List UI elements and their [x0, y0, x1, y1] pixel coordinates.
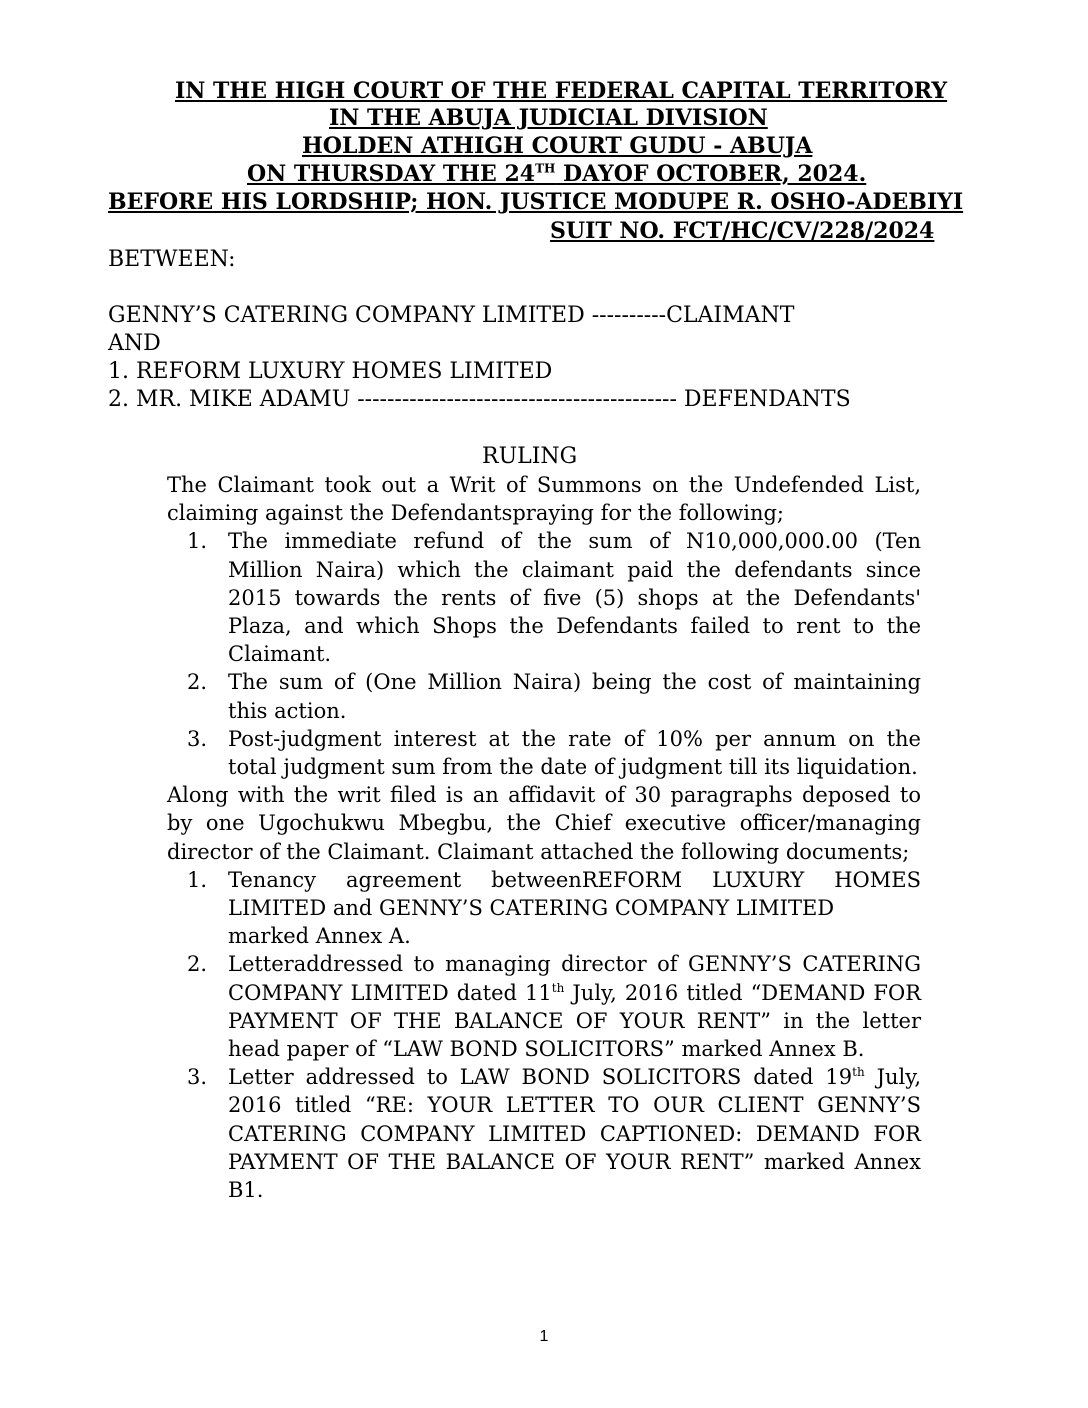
list-number: 2. — [187, 952, 208, 977]
claimant-line: GENNY’S CATERING COMPANY LIMITED ----------CLAIMANT — [108, 303, 795, 328]
list-item — [167, 725, 921, 781]
list-text: Letteraddressed to managing director of GENNY’S CATERING COMPANY LIMITED dated 11 — [228, 952, 921, 1005]
and-label: AND — [108, 331, 161, 356]
between-label: BETWEEN: — [108, 247, 236, 272]
list-text: The sum of (One Million Naira) being the cost of maintaining this action. — [228, 670, 921, 723]
list-text-cont: marked Annex A. — [228, 924, 411, 949]
list-text: Post-judgment interest at the rate of 10% per annum on the total judgment sum from the date of judgment till its liquidation. — [228, 726, 921, 780]
suit-number: SUIT NO. FCT/HC/CV/228/2024 — [550, 218, 935, 244]
list-item — [167, 527, 921, 668]
list-text-cont: July, 2016 titled “RE: YOUR LETTER TO OUR CLIENT GENNY’S CATERING COMPANY LIMITED CAPTIONED: DEMAND FOR PAYMENT OF THE BALANCE OF YOUR RENT” marked Annex B1. — [228, 1065, 921, 1203]
list-number: 3. — [187, 726, 208, 751]
defendant-1: 1. REFORM LUXURY HOMES LIMITED — [108, 359, 553, 384]
intro-paragraph: The Claimant took out a Writ of Summons on the Undefended List, claiming against the Defendantspraying for the following; — [167, 473, 921, 526]
list-text: Tenancy agreement betweenREFORM LUXURY HOMES LIMITED and GENNY’S CATERING COMPANY LIMITED — [228, 867, 921, 921]
list-item — [167, 866, 921, 951]
page-number: 1 — [539, 1328, 549, 1345]
court-title: IN THE HIGH COURT OF THE FEDERAL CAPITAL TERRITORY — [175, 78, 948, 104]
ruling-body — [167, 471, 921, 1204]
defendant-2: 2. MR. MIKE ADAMU ------------------------------------------- DEFENDANTS — [108, 387, 851, 412]
claims-list — [167, 527, 921, 781]
list-text-cont: July, 2016 titled “DEMAND FOR PAYMENT OF THE BALANCE OF YOUR RENT” in the letter head paper of “LAW BOND SOLICITORS” marked Annex B. — [228, 980, 922, 1062]
hearing-date-pre: ON THURSDAY THE 24 — [247, 161, 536, 187]
list-number: 1. — [187, 867, 208, 892]
list-number: 1. — [187, 529, 208, 554]
hearing-date — [247, 161, 866, 187]
list-number: 3. — [187, 1065, 208, 1090]
hearing-date-post: DAYOF OCTOBER, 2024. — [555, 161, 867, 187]
list-text: Letter addressed to LAW BOND SOLICITORS dated 19 — [228, 1065, 853, 1090]
list-item — [167, 950, 921, 1063]
ruling-title: RULING — [482, 444, 578, 469]
court-location: HOLDEN ATHIGH COURT GUDU - ABUJA — [302, 133, 813, 159]
list-item — [167, 668, 921, 724]
list-item — [167, 1063, 921, 1204]
ordinal-suffix: th — [551, 980, 565, 995]
judge-line: BEFORE HIS LORDSHIP; HON. JUSTICE MODUPE R. OSHO-ADEBIYI — [108, 189, 964, 215]
list-number: 2. — [187, 670, 208, 695]
hearing-date-sup: TH — [535, 161, 556, 176]
ordinal-suffix: th — [852, 1065, 865, 1080]
judicial-division: IN THE ABUJA JUDICIAL DIVISION — [329, 105, 768, 131]
documents-list — [167, 866, 921, 1204]
list-text: The immediate refund of the sum of N10,000,000.00 (Ten Million Naira) which the claimant paid the defendants since 2015 towards the rents of five (5) shops at the Defendants' Plaza, and which Shops the Defendants failed to rent to the Claimant. — [228, 529, 921, 667]
affidavit-paragraph: Along with the writ filed is an affidavit of 30 paragraphs deposed to by one Ugochukwu Mbegbu, the Chief executive officer/managing director of the Claimant. Claimant attached the following documents; — [167, 783, 921, 864]
